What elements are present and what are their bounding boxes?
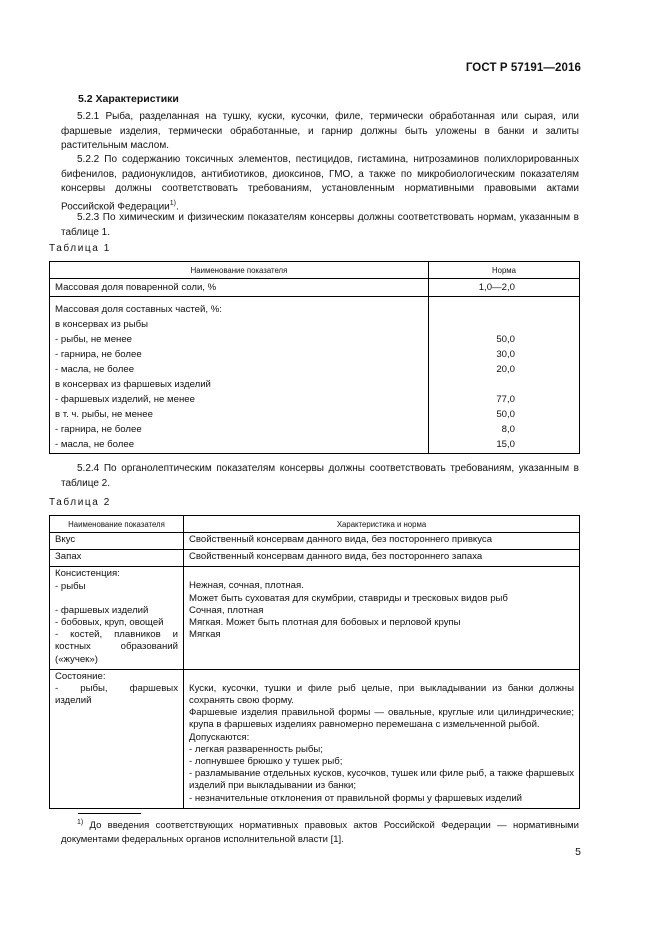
paragraph-5-2-1: [61, 110, 579, 154]
table-row: [50, 279, 580, 297]
line: 77,0: [496, 394, 515, 405]
footnote-divider: [78, 813, 141, 814]
cell-line: Нежная, сочная, плотная.: [189, 580, 304, 592]
table-1: [49, 261, 580, 454]
paragraph-text: 5.2.1 Рыба, разделанная на тушку, куски, кусочки, филе, термически обработанная или сырая, или фаршевые изделия, термически обработанные, и гарнир должны быть уложены в банки и залиты растительным маслом.: [61, 111, 579, 151]
document-id: ГОСТ Р 57191—2016: [465, 62, 581, 74]
table-cell: Массовая доля поваренной соли, %: [50, 279, 429, 297]
footnote-text: До введения соответствующих нормативных правовых актов Российской Федерации — нормативными документами федеральных органов исполнительной власти [1].: [61, 820, 579, 845]
table-row: [50, 550, 580, 567]
column-header: Наименование показателя: [50, 262, 429, 279]
footnote-mark: 1): [77, 819, 84, 826]
section-title: 5.2 Характеристики: [78, 93, 179, 105]
paragraph-5-2-3: [61, 211, 579, 240]
table-cell: [184, 669, 580, 808]
line: в консервах из рыбы: [55, 319, 149, 330]
table-header-row: [50, 262, 580, 279]
table-cell: [184, 567, 580, 669]
paragraph-5-2-4: [61, 462, 579, 491]
line: - фаршевых изделий, не менее: [55, 394, 195, 405]
table-cell: [50, 297, 429, 454]
cell-line: - рыбы: [55, 580, 86, 592]
page-number: 5: [575, 846, 581, 858]
cell-line: Мягкая. Может быть плотная для бобовых и перловой крупы: [189, 617, 461, 629]
line: 20,0: [496, 364, 515, 375]
line: - гарнира, не более: [55, 349, 142, 360]
table-cell: 1,0—2,0: [429, 279, 580, 297]
table-row: [50, 567, 580, 669]
line: [434, 377, 515, 392]
table-1-caption: Таблица 1: [49, 243, 111, 254]
table-2-caption: Таблица 2: [49, 497, 111, 508]
line: [434, 317, 515, 332]
table-cell: Свойственный консервам данного вида, без постороннего привкуса: [184, 533, 580, 550]
table-cell: [50, 669, 184, 808]
cell-line: Куски, кусочки, тушки и филе рыб целые, при выкладывании из банки должны сохранять свою форму.: [189, 682, 574, 707]
cell-line: Может быть суховатая для скумбрии, ставриды и тресковых видов рыб: [189, 592, 508, 604]
paragraph-text: 5.2.4 По органолептическим показателям консервы должны соответствовать требованиям, указанным в таблице 2.: [61, 463, 579, 489]
line: 8,0: [501, 424, 515, 435]
column-header: Норма: [429, 262, 580, 279]
cell-line: - разламывание отдельных кусков, кусочков, тушек или филе рыб, а также фаршевых изделий при выкладывании из банки;: [189, 768, 574, 792]
cell-line: Консистенция:: [55, 568, 120, 580]
cell-line: Сочная, плотная: [189, 604, 264, 616]
cell-line: Фаршевые изделия правильной формы — овальные, круглые или цилиндрические; крупа в фаршевых изделиях равномерно перемешана с измельченной рыбой.: [189, 707, 574, 731]
line: 50,0: [496, 334, 515, 345]
table-row: [50, 533, 580, 550]
paragraph-5-2-2: 5.2.2 По содержанию токсичных элементов, пестицидов, гистамина, нитрозаминов полихлорированных бифенилов, радионуклидов, антибиотиков, диоксинов, ГМО, а также по микробиологическим показателям консервы должны соответствовать требованиям, установленным нормативными правовыми актами Российской Федерации$^{1)}$.: [61, 154, 579, 212]
line: - масла, не более: [55, 364, 135, 375]
cell-line: - фаршевых изделий: [55, 604, 149, 616]
line: 50,0: [496, 409, 515, 420]
table-2: [49, 515, 580, 809]
cell-line: Допускаются:: [189, 731, 250, 743]
line: - масла, не более: [55, 439, 135, 450]
table-cell: [50, 567, 184, 669]
table-row: [50, 297, 580, 454]
column-header: Характеристика и норма: [184, 516, 580, 533]
cell-line: - бобовых, круп, овощей: [55, 617, 164, 629]
cell-line: - легкая разваренность рыбы;: [189, 743, 323, 755]
cell-line: - костей, плавников и костных образований («жучек»): [55, 629, 178, 665]
column-header: Наименование показателя: [50, 516, 184, 533]
table-cell: Вкус: [50, 533, 184, 550]
table-header-row: [50, 516, 580, 533]
footnote-reference: 1): [169, 199, 176, 207]
line: в консервах из фаршевых изделий: [55, 379, 211, 390]
table-row: [50, 669, 580, 808]
cell-line: - лопнувшее брюшко у тушек рыб;: [189, 756, 343, 768]
line: 15,0: [496, 439, 515, 450]
table-cell: Запах: [50, 550, 184, 567]
table-cell: Свойственный консервам данного вида, без постороннего запаха: [184, 550, 580, 567]
line: в т. ч. рыбы, не менее: [55, 409, 153, 420]
cell-line: - рыбы, фаршевых изделий: [55, 683, 178, 707]
cell-line: Состояние:: [55, 670, 106, 682]
paragraph-text: 5.2.2 По содержанию токсичных элементов, пестицидов, гистамина, нитрозаминов полихлорированных бифенилов, радионуклидов, антибиотиков, диоксинов, ГМО, а также по микробиологическим показателям консервы должны соответствовать требованиям, установленным нормативными правовыми актами Российской Федерации: [61, 154, 579, 212]
line: Массовая доля составных частей, %:: [55, 304, 222, 315]
cell-line: - незначительные отклонения от правильной формы у фаршевых изделий: [189, 792, 523, 804]
line: 30,0: [496, 349, 515, 360]
table-cell: [429, 297, 580, 454]
cell-line: Мягкая: [189, 629, 221, 641]
footnote: [61, 816, 579, 846]
line: - рыбы, не менее: [55, 334, 133, 345]
line: [434, 302, 515, 317]
paragraph-text: 5.2.3 По химическим и физическим показателям консервы должны соответствовать нормам, указанным в таблице 1.: [61, 212, 579, 238]
line: - гарнира, не более: [55, 424, 142, 435]
